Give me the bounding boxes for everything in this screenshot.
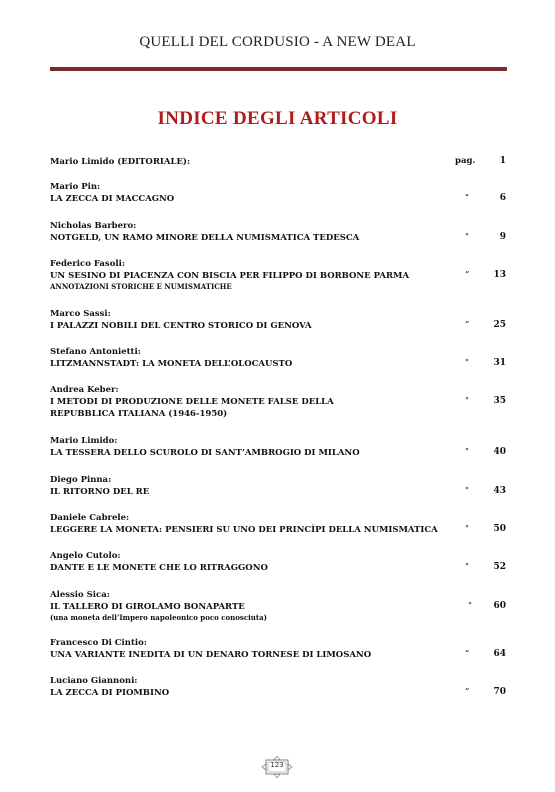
entry-page-number: 35	[493, 396, 506, 406]
entry-author: Mario Limido:	[50, 436, 118, 446]
page-number-ornament	[261, 756, 293, 778]
entry-page-number: 43	[493, 486, 506, 496]
entry-author: Mario Limido (EDITORIALE):	[50, 157, 191, 167]
entry-page-number: 64	[493, 649, 506, 659]
entry-page-number: 1	[499, 156, 506, 166]
entry-page-number: 13	[493, 270, 506, 280]
ditto-mark: "	[465, 193, 469, 203]
entry-author: Luciano Giannoni:	[50, 676, 138, 686]
running-header-title: QUELLI DEL CORDUSIO - A NEW DEAL	[139, 34, 416, 50]
ditto-mark: "	[465, 486, 469, 496]
pag-label: pag.	[455, 156, 476, 166]
ditto-mark: "	[468, 601, 472, 611]
ditto-mark: "	[465, 232, 469, 242]
page-number: 123	[270, 761, 284, 769]
ditto-mark: “	[464, 687, 470, 697]
entry-article-title: LA TESSERA DELLO SCUROLO DI SANT’AMBROGIO DI MILANO	[50, 448, 360, 458]
ditto-mark: “	[464, 270, 470, 280]
entry-page-number: 50	[493, 524, 506, 534]
toc-entry	[50, 589, 510, 623]
entry-author: Marco Sassi:	[50, 309, 111, 319]
entry-article-title: I METODI DI PRODUZIONE DELLE MONETE FALSE DELLA	[50, 397, 334, 407]
toc-entry	[50, 308, 510, 332]
ditto-mark: “	[464, 320, 470, 330]
toc-entry	[50, 435, 510, 459]
ditto-mark: "	[465, 396, 469, 406]
entry-page-number: 9	[499, 232, 506, 242]
entry-article-title: UN SESINO DI PIACENZA CON BISCIA PER FILIPPO DI BORBONE PARMA	[50, 271, 410, 281]
toc-entry	[50, 181, 510, 205]
entry-article-title: NOTGELD, UN RAMO MINORE DELLA NUMISMATICA TEDESCA	[50, 233, 360, 243]
toc-entry	[50, 220, 510, 244]
toc-entry	[50, 384, 510, 420]
toc-entry	[50, 346, 510, 370]
entry-author: Alessio Sica:	[50, 590, 110, 600]
entry-article-title: UNA VARIANTE INEDITA DI UN DENARO TORNESE DI LIMOSANO	[50, 650, 372, 660]
entry-author: Stefano Antonietti:	[50, 347, 141, 357]
entry-subtitle: ANNOTAZIONI STORICHE E NUMISMATICHE	[50, 282, 232, 291]
toc-entry	[50, 637, 510, 661]
toc-entry	[50, 156, 510, 168]
entry-article-title: IL RITORNO DEL RE	[50, 487, 150, 497]
entry-author: Nicholas Barbero:	[50, 221, 137, 231]
entry-subtitle: (una moneta dell’Impero napoleonico poco conosciuta)	[50, 613, 267, 622]
entry-author: Angelo Cutolo:	[50, 551, 121, 561]
entry-article-title-continued: REPUBBLICA ITALIANA (1946-1950)	[50, 409, 228, 419]
entry-page-number: 70	[493, 687, 506, 697]
toc-entry	[50, 675, 510, 699]
header-divider	[50, 67, 507, 71]
ditto-mark: "	[465, 562, 469, 572]
entry-article-title: IL TALLERO DI GIROLAMO BONAPARTE	[50, 602, 245, 612]
entry-author: Francesco Di Cintio:	[50, 638, 147, 648]
ditto-mark: "	[465, 358, 469, 368]
entry-page-number: 6	[499, 193, 506, 203]
toc-entry	[50, 258, 510, 292]
entry-article-title: LA ZECCA DI PIOMBINO	[50, 688, 170, 698]
entry-page-number: 25	[493, 320, 506, 330]
entry-author: Federico Fasoli:	[50, 259, 125, 269]
entry-author: Andrea Keber:	[50, 385, 119, 395]
entry-page-number: 52	[493, 562, 506, 572]
entry-author: Daniele Cabrele:	[50, 513, 130, 523]
entry-article-title: LITZMANNSTADT: LA MONETA DELL’OLOCAUSTO	[50, 359, 293, 369]
entry-article-title: DANTE E LE MONETE CHE LO RITRAGGONO	[50, 563, 268, 573]
entry-page-number: 60	[493, 601, 506, 611]
entry-page-number: 40	[493, 447, 506, 457]
entry-article-title: I PALAZZI NOBILI DEL CENTRO STORICO DI GENOVA	[50, 321, 312, 331]
ditto-mark: "	[465, 447, 469, 457]
ditto-mark: "	[465, 524, 469, 534]
entry-article-title: LEGGERE LA MONETA: PENSIERI SU UNO DEI PRINCÌPI DELLA NUMISMATICA	[50, 525, 438, 535]
entry-page-number: 31	[493, 358, 506, 368]
entry-author: Diego Pinna:	[50, 475, 112, 485]
entry-article-title: LA ZECCA DI MACCAGNO	[50, 194, 175, 204]
toc-entry	[50, 512, 510, 536]
toc-entry	[50, 474, 510, 498]
page-title: INDICE DEGLI ARTICOLI	[157, 108, 398, 129]
toc-entry	[50, 550, 510, 574]
ditto-mark: “	[464, 649, 470, 659]
entry-author: Mario Pin:	[50, 182, 101, 192]
